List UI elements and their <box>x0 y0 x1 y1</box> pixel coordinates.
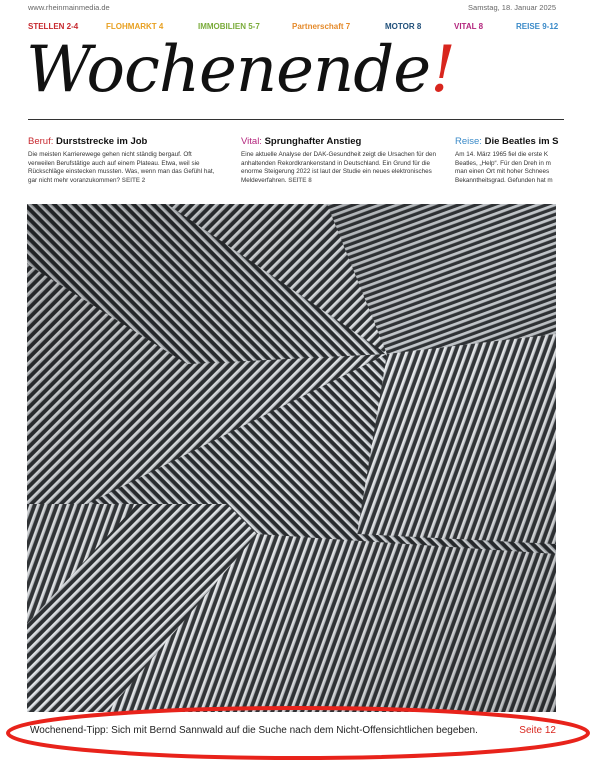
teaser-text: Die meisten Karrierewege gehen nicht ständig bergauf. Oft verweilen Berufstätige auch auf einem Plateau. Etwa, weil sie Rückschläge einstecken mussten. Was, wenn man das Gefühl hat, gar nicht mehr voranzukommen? <box>28 151 215 184</box>
footer-tip-bar <box>0 705 594 767</box>
teaser-headline: Die Beatles im S <box>484 136 559 147</box>
teaser-headline: Sprunghafter Anstieg <box>264 136 362 147</box>
top-bar <box>28 3 556 13</box>
teaser-text: Eine aktuelle Analyse der DAK-Gesundheit zeigt die Ursachen für den anhaltenden Rekordkrankenstand in Deutschland. Ein Grund für die enorme Steigerung 2022 ist laut der Studie ein neues elektronisches Meldeverfahren. <box>241 151 436 184</box>
masthead-word: Wochenende <box>26 33 431 107</box>
teaser-reise[interactable] <box>455 136 564 185</box>
section-link-immobilien[interactable]: IMMOBILIEN 5-7 <box>198 22 260 31</box>
wire-pattern <box>27 204 556 712</box>
teaser-page: SEITE 2 <box>121 176 146 184</box>
teaser-text: Am 14. März 1965 fiel die erste K Beatles, „Help“. Für den Dreh in m man einen Ort mit hoher Schnees Bekanntheitsgrad. Gefunden hat m <box>455 151 553 184</box>
teaser-kicker: Beruf: <box>28 136 54 147</box>
section-link-reise[interactable]: REISE 9-12 <box>516 22 559 31</box>
teaser-kicker: Vital: <box>241 136 262 147</box>
section-link-motor[interactable]: MOTOR 8 <box>385 22 422 31</box>
masthead-exclamation: ! <box>430 33 455 107</box>
weekend-tip-page[interactable]: Seite 12 <box>519 725 556 736</box>
section-link-partnerschaft[interactable]: Partnerschaft 7 <box>292 22 351 31</box>
teaser-kicker: Reise: <box>455 136 482 147</box>
weekend-tip-text[interactable]: Wochenend-Tipp: Sich mit Bernd Sannwald auf die Suche nach dem Nicht-Offensichtlichen begeben. <box>30 725 478 736</box>
masthead-title <box>26 30 455 110</box>
wire-baskets-photo <box>27 204 556 712</box>
section-link-flohmarkt[interactable]: FLOHMARKT 4 <box>106 22 164 31</box>
teaser-beruf[interactable] <box>28 136 218 185</box>
website-url[interactable]: www.rheinmainmedia.de <box>28 3 110 12</box>
section-link-vital[interactable]: VITAL 8 <box>454 22 484 31</box>
section-link-stellen[interactable]: STELLEN 2-4 <box>28 22 79 31</box>
issue-date: Samstag, 18. Januar 2025 <box>468 3 556 12</box>
red-highlight-ellipse <box>0 705 594 767</box>
masthead-divider <box>28 119 564 120</box>
teaser-vital[interactable] <box>241 136 441 185</box>
teaser-page: SEITE 8 <box>288 176 312 184</box>
teaser-headline: Durststrecke im Job <box>56 136 148 147</box>
